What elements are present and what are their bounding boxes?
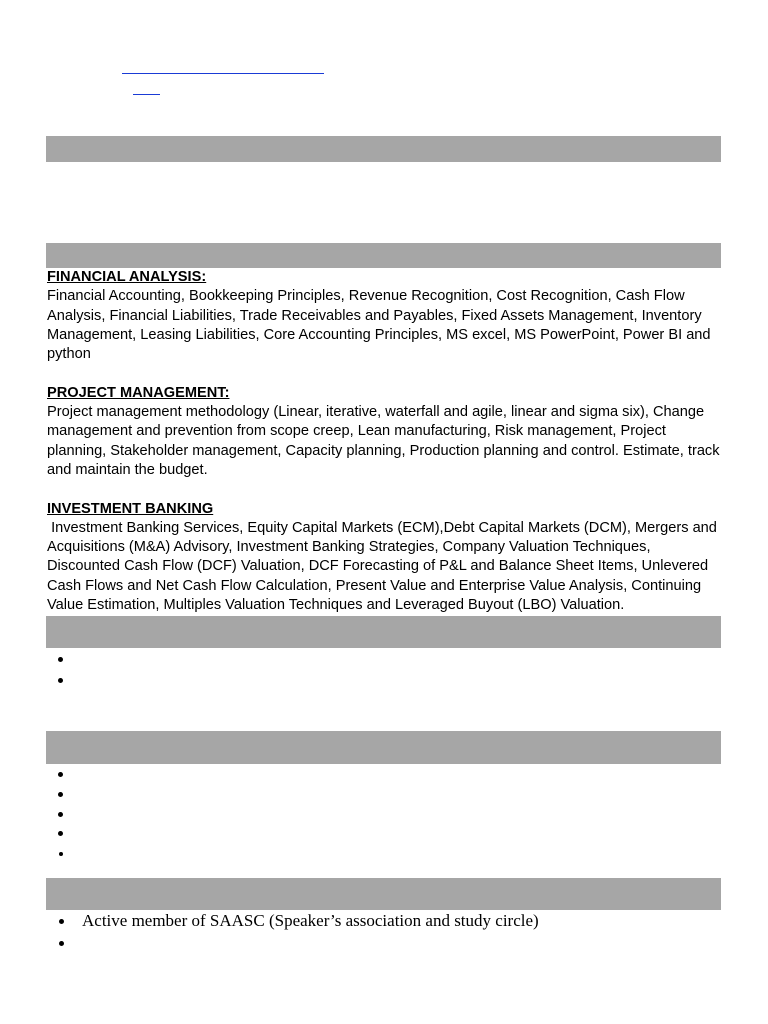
section-header-band-3 <box>46 616 721 648</box>
investment-banking-heading: INVESTMENT BANKING <box>47 500 214 517</box>
activity-item: Active member of SAASC (Speaker’s association and study circle) <box>82 911 539 930</box>
financial-analysis-text: Financial Accounting, Bookkeeping Principles, Revenue Recognition, Cost Recognition, Cash Flow Analysis, Financial Liabilities, Trade Receivables and Payables, Fixed Assets Management, Inventory Management, Leasing Liabilities, Core Accounting Principles, MS excel, MS PowerPoint, Power BI and python <box>47 288 711 363</box>
bullet-marker <box>59 941 64 946</box>
bullet-marker <box>58 812 63 817</box>
bullet-marker <box>58 772 63 777</box>
bullet-marker <box>58 831 63 836</box>
section-header-band-skills <box>46 243 721 268</box>
section-header-band-4 <box>46 731 721 764</box>
profile-link-underline[interactable] <box>133 94 160 95</box>
investment-banking-text: Investment Banking Services, Equity Capital Markets (ECM),Debt Capital Markets (DCM), Mergers and Acquisitions (M&A) Advisory, Investment Banking Strategies, Company Valuation Techniques, Discounted Cash Flow (DCF) Valuation, DCF Forecasting of P&L and Balance Sheet Items, Unlevered Cash Flows and Net Cash Flow Calculation, Present Value and Enterprise Value Analysis, Continuing Value Estimation, Multiples Valuation Techniques and Leveraged Buyout (LBO) Valuation. <box>47 519 721 614</box>
project-management-heading: PROJECT MANAGEMENT: <box>47 384 230 401</box>
bullet-marker <box>59 919 64 924</box>
bullet-marker <box>58 678 63 683</box>
bullet-marker <box>58 657 63 662</box>
project-management-text: Project management methodology (Linear, iterative, waterfall and agile, linear and sigma six), Change management and prevention from scope creep, Lean manufacturing, Risk management, Project planning, Stakeholder management, Capacity planning, Production planning and control. Estimate, track and maintain the budget. <box>47 404 720 478</box>
section-header-band-1 <box>46 136 721 162</box>
contact-link-underline[interactable] <box>122 73 324 74</box>
bullet-marker <box>58 792 63 797</box>
section-header-band-activities <box>46 878 721 910</box>
financial-analysis-heading: FINANCIAL ANALYSIS: <box>47 269 207 285</box>
bullet-marker <box>59 852 63 856</box>
skills-section <box>47 268 727 615</box>
